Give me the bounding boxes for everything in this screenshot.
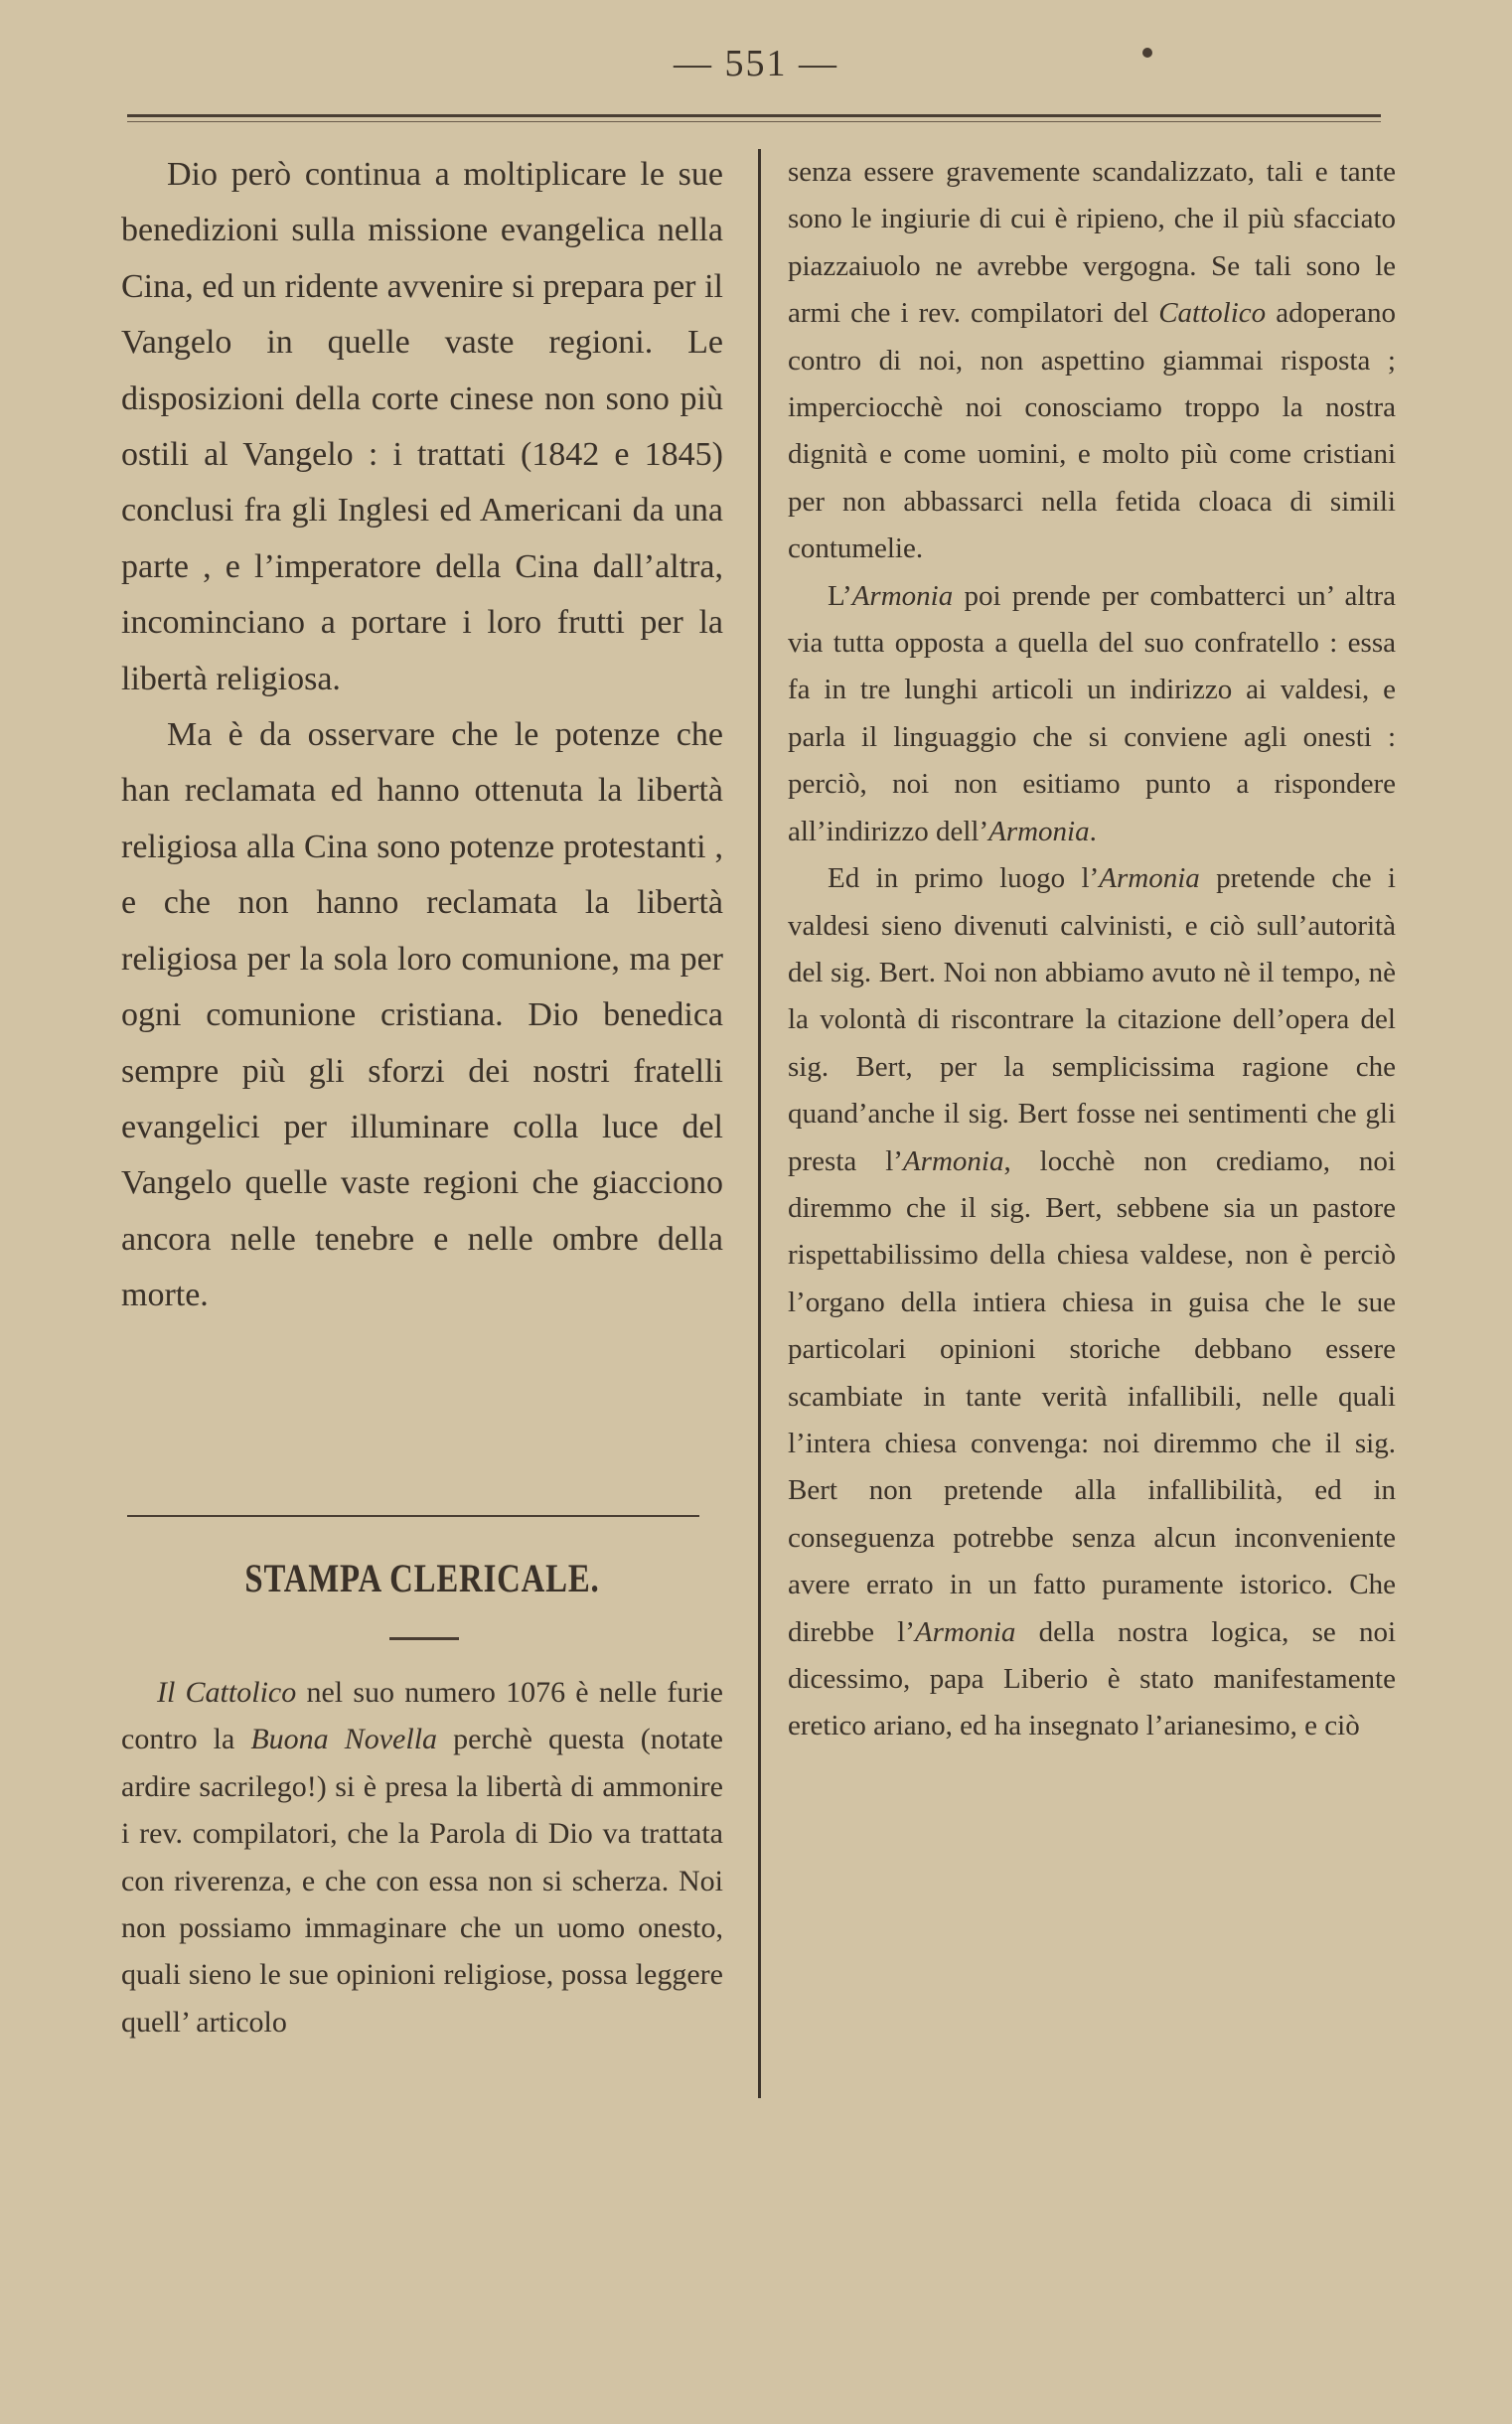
italic-title-armonia: Armonia xyxy=(1099,862,1200,895)
italic-title-buona-novella: Buona Novella xyxy=(250,1723,438,1756)
italic-title-cattolico: Il Cattolico xyxy=(157,1676,297,1709)
section-divider xyxy=(127,1515,699,1517)
right-paragraph-3 xyxy=(788,855,1396,1750)
header-rule xyxy=(127,114,1381,117)
text-run: L’ xyxy=(828,579,852,612)
left-column xyxy=(121,147,723,1324)
left-paragraph-1: Dio però continua a moltiplicare le sue benedizioni sulla missione evangelica nella Cina, ed un ridente avvenire si prepara per il Vangelo in quelle vaste regioni. Le disposizioni della corte cinese non sono più ostili al Vangelo : i trattati (1842 e 1845) conclusi fra gli Inglesi ed Americani da una parte , e l’imperatore della Cina dall’altra, incominciano a portare i loro frutti per la libertà religiosa. xyxy=(121,156,723,697)
text-run: poi prende per combatterci un’ altra via tutta opposta a quella del suo confratello : essa fa in tre lunghi articoli un indirizzo ai valdesi, e parla il linguaggio che si conviene agli onesti : perciò, noi non esitiamo punto a rispondere all’indirizzo dell’ xyxy=(788,579,1396,847)
italic-title-armonia: Armonia xyxy=(988,815,1090,847)
section-title: STAMPA CLERICALE. xyxy=(244,1556,600,1600)
text-run: adoperano contro di noi, non aspettino giammai risposta ; imperciocchè noi conosciamo troppo la nostra dignità e come uomini, e molto più come cristiani per non abbassarci nella fetida cloaca di simili contumelie. xyxy=(788,297,1396,565)
right-paragraph-1 xyxy=(788,149,1396,573)
section-title-underline xyxy=(389,1637,459,1640)
italic-title-armonia: Armonia xyxy=(914,1615,1016,1648)
left-paragraph-3 xyxy=(121,1669,723,2045)
left-paragraph-2: Ma è da osservare che le potenze che han reclamata ed hanno ottenuta la libertà religiosa alla Cina sono potenze protestanti , e che non hanno reclamata la libertà religiosa per la sola loro comunione, ma per ogni comunione cristiana. Dio benedica sempre più gli sforzi dei nostri fratelli evangelici per illuminare colla luce del Vangelo quelle vaste regioni che giacciono ancora nelle tenebre e nelle ombre della morte. xyxy=(121,716,723,1314)
right-paragraph-2 xyxy=(788,573,1396,855)
text-run: perchè questa (notate ardire sacrilego!) si è presa la libertà di ammonire i rev. compilatori, che la Parola di Dio va trattata con riverenza, e che con essa non si scherza. Noi non possiamo immaginare che un uomo onesto, quali sieno le sue opinioni religiose, possa leggere quell’ articolo xyxy=(121,1723,723,2039)
text-run: pretende che i valdesi sieno divenuti calvinisti, e ciò sull’autorità del sig. Bert. Noi non abbiamo avuto nè il tempo, nè la volontà di riscontrare la citazione dell’opera del sig. Bert, per la semplicissima ragione che quand’anche il sig. Bert fosse nei sentimenti che gli presta l’ xyxy=(788,862,1396,1177)
ink-speck xyxy=(1142,48,1152,58)
text-run: della nostra logica, se noi dicessimo, papa Liberio è stato manifestamente eretico ariano, ed ha insegnato l’arianesimo, e ciò xyxy=(788,1615,1396,1742)
text-run: Ed in primo luogo l’ xyxy=(828,862,1100,895)
column-divider xyxy=(758,149,761,2098)
right-column xyxy=(788,149,1396,1750)
italic-title-cattolico: Cattolico xyxy=(1158,297,1267,330)
italic-title-armonia: Armonia xyxy=(851,579,954,612)
text-run: nel suo numero 1076 è nelle furie contro la xyxy=(121,1676,723,1756)
text-run: , locchè non crediamo, noi diremmo che il sig. Bert, sebbene sia un pastore rispettabilissimo della chiesa valdese, non è perciò l’organo della intiera chiesa in guisa che le sue particolari opinioni storiche debbano essere scambiate in tante verità infallibili, nelle quali l’intera chiesa convenga: noi diremmo che il sig. Bert non pretende alla infallibilità, ed in conseguenza potrebbe senza alcun inconveniente avere errato in un fatto puramente istorico. Che direbbe l’ xyxy=(788,1144,1396,1648)
page-number-header: — 551 — xyxy=(674,43,838,84)
italic-title-armonia: Armonia xyxy=(902,1144,1004,1177)
text-run: senza essere gravemente scandalizzato, tali e tante sono le ingiurie di cui è ripieno, che il più sfacciato piazzaiuolo ne avrebbe vergogna. Se tali sono le armi che i rev. compilatori del xyxy=(788,156,1396,330)
header-rule-thin xyxy=(127,121,1381,122)
text-run: . xyxy=(1089,815,1097,847)
left-column-section xyxy=(121,1669,723,2045)
